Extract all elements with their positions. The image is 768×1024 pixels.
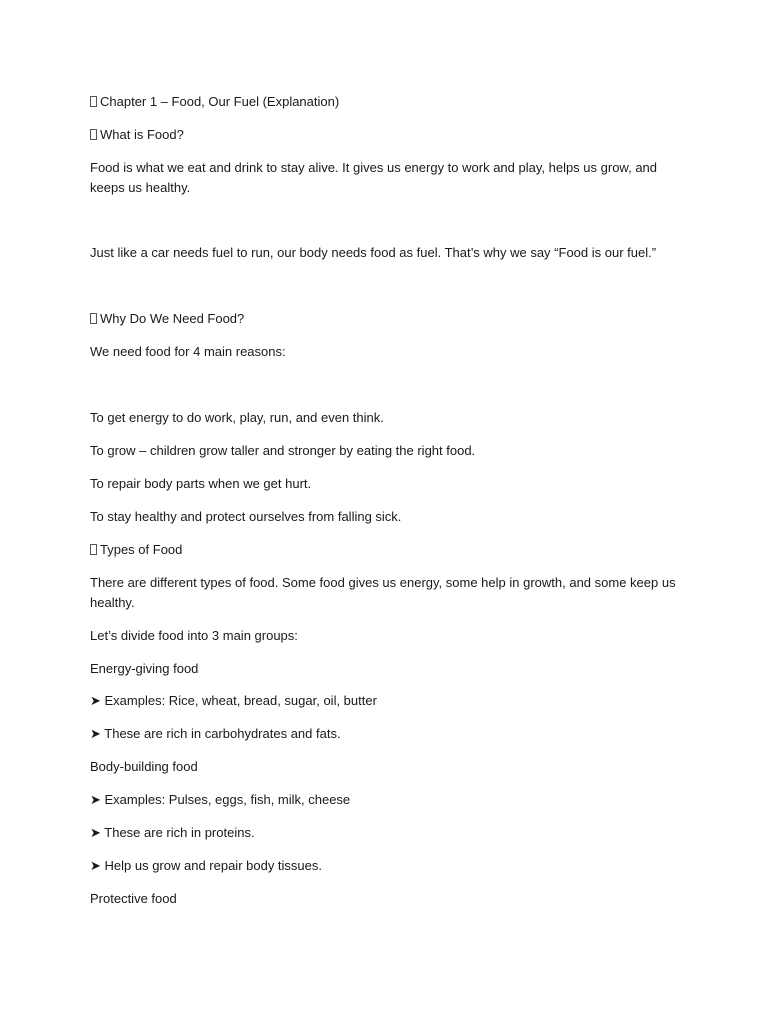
reason-item: To repair body parts when we get hurt. [90,476,312,491]
groups-intro: Let’s divide food into 3 main groups: [90,628,298,643]
reasons-intro: We need food for 4 main reasons: [90,344,286,359]
what-is-food-heading-text: What is Food? [100,127,184,142]
why-need-food-heading-text: Why Do We Need Food? [100,311,245,326]
missing-glyph-icon [90,96,97,107]
missing-glyph-icon [90,544,97,555]
body-help: ➤ Help us grow and repair body tissues. [90,858,323,873]
group-protective-heading: Protective food [90,891,177,906]
group-energy-heading: Energy-giving food [90,661,199,676]
reason-item: To get energy to do work, play, run, and even think. [90,410,384,425]
what-is-food-paragraph: Food is what we eat and drink to stay alive. It gives us energy to work and play, helps us grow, and keeps us healthy. [90,160,658,195]
energy-examples: ➤ Examples: Rice, wheat, bread, sugar, oil, butter [90,693,377,708]
group-body-heading: Body-building food [90,759,198,774]
types-of-food-heading [90,540,690,560]
reason-item: To stay healthy and protect ourselves from falling sick. [90,509,402,524]
missing-glyph-icon [90,129,97,140]
missing-glyph-icon [90,313,97,324]
types-of-food-heading-text: Types of Food [100,542,183,557]
body-examples: ➤ Examples: Pulses, eggs, fish, milk, cheese [90,792,351,807]
car-fuel-paragraph: Just like a car needs fuel to run, our body needs food as fuel. That’s why we say “Food is our fuel.” [90,245,657,260]
types-paragraph: There are different types of food. Some food gives us energy, some help in growth, and some keep us healthy. [90,575,676,610]
body-rich: ➤ These are rich in proteins. [90,825,255,840]
chapter-heading-text: Chapter 1 – Food, Our Fuel (Explanation) [100,94,340,109]
chapter-heading [90,92,690,112]
reason-item: To grow – children grow taller and stronger by eating the right food. [90,443,476,458]
energy-rich: ➤ These are rich in carbohydrates and fats. [90,726,341,741]
what-is-food-heading [90,125,690,145]
why-need-food-heading [90,309,690,329]
